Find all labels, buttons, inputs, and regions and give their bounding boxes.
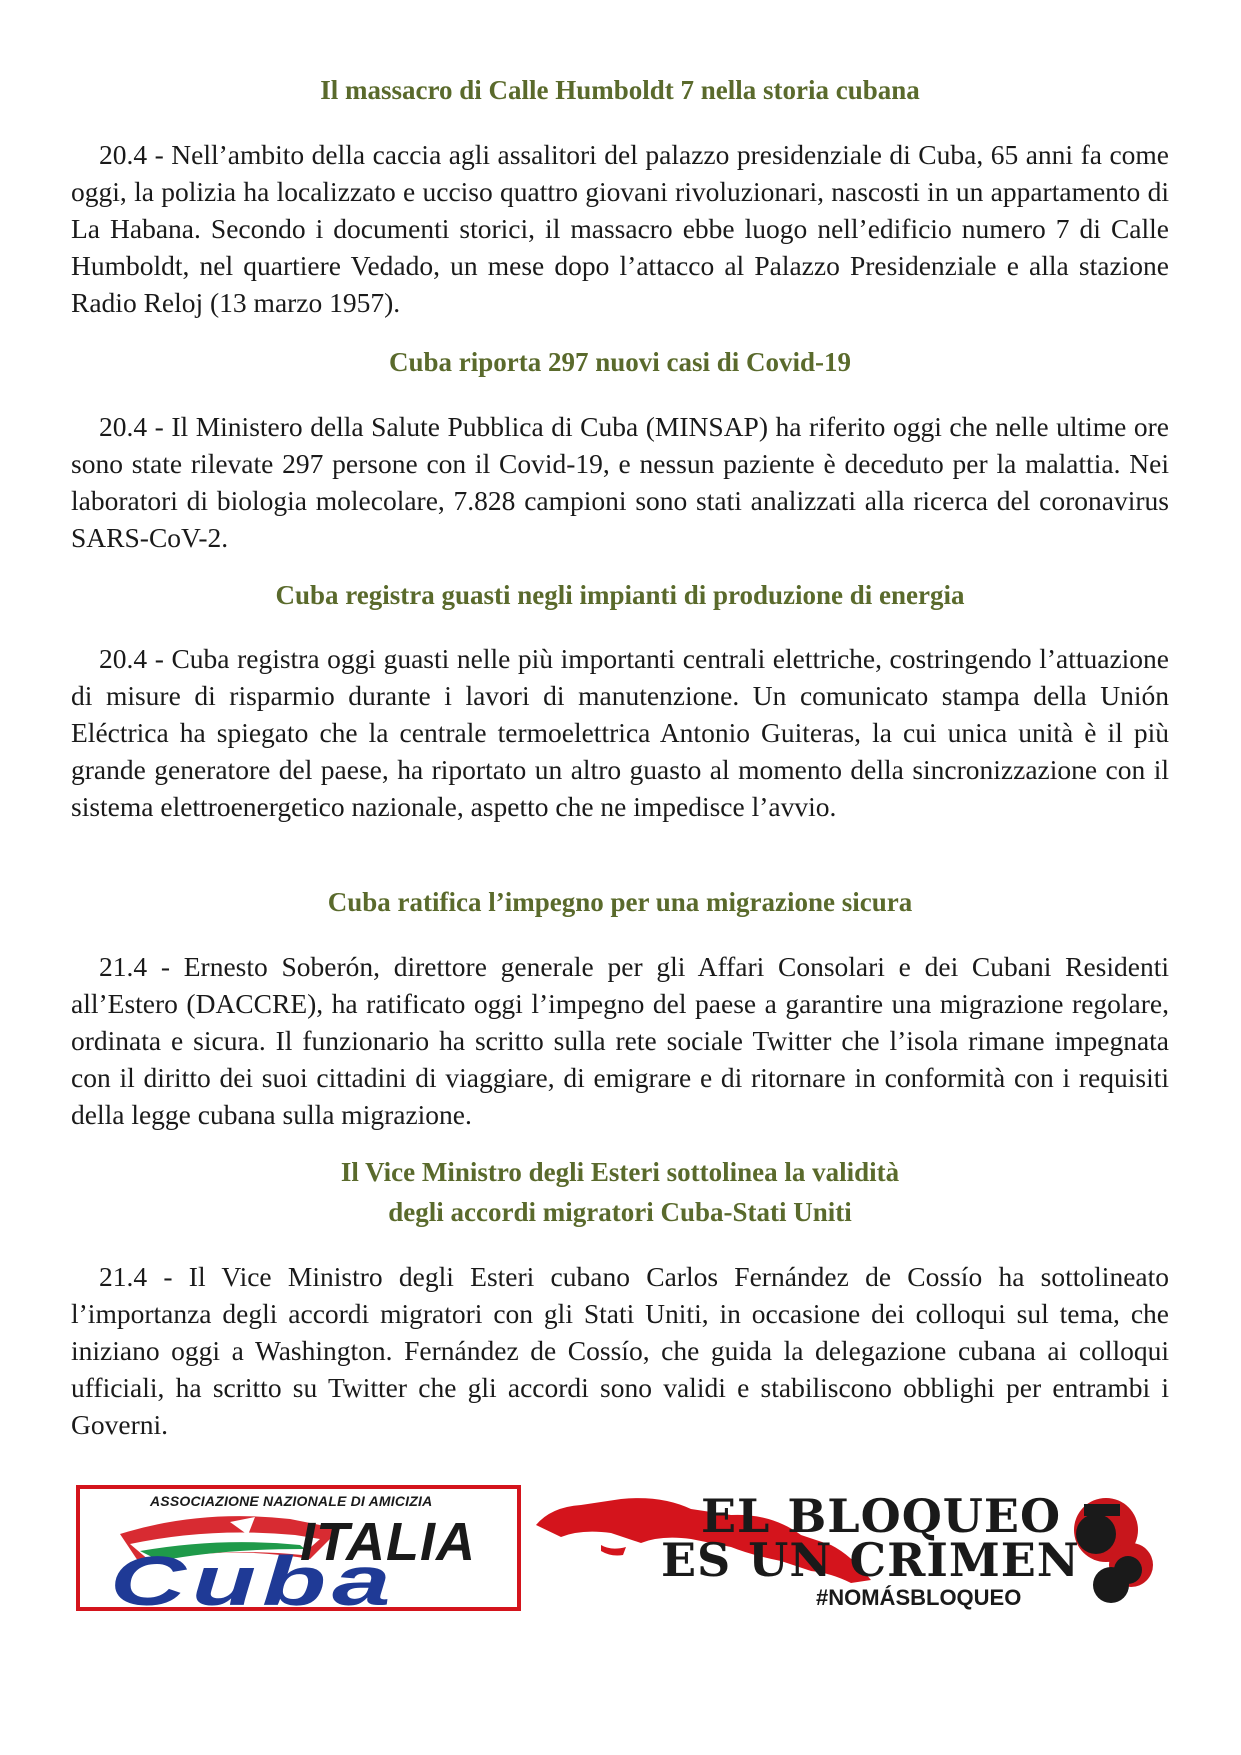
article-body-accordi: 21.4 - Il Vice Ministro degli Esteri cubano Carlos Fernández de Cossío ha sottolineato l’importanza degli accordi migratori con gli Stati Uniti, in occasione dei colloqui sul tema, che iniziano oggi a Washington. Fernández de Cossío, che guida la delegazione cubana ai colloqui ufficiali, ha scritto su Twitter che gli accordi sono validi e stabiliscono obblighi per entrambi i Governi. [71,1261,1169,1440]
footer-banner [76,1485,1171,1620]
article-title-accordi [70,1152,1170,1232]
hashtag: #NOMÁSBLOQUEO [816,1585,1022,1610]
article-body-humboldt: 20.4 - Nell’ambito della caccia agli assalitori del palazzo presidenziale di Cuba, 65 anni fa come oggi, la polizia ha localizzato e ucciso quattro giovani rivoluzionari, nascosti in un appartamento di La Habana. Secondo i documenti storici, il massacro ebbe luogo nell’edificio numero 7 di Calle Humboldt, nel quartiere Vedado, un mese dopo l’attacco al Palazzo Presidenziale e alla stazione Radio Reloj (13 marzo 1957). [71,139,1169,318]
slogan-line1: EL BLOQUEO [701,1489,1062,1543]
italia-label: ITALIA [300,1512,476,1572]
article-title-humboldt: Il massacro di Calle Humboldt 7 nella storia cubana [320,75,920,105]
article-body-energia: 20.4 - Cuba registra oggi guasti nelle più importanti centrali elettriche, costringendo l’attuazione di misure di risparmio durante i lavori di manutenzione. Un comunicato stampa della Unión Eléctrica ha spiegato che la centrale termoelettrica Antonio Guiteras, la cui unica unità è il più grande generatore del paese, ha riportato un altro guasto al momento della sincronizzazione con il sistema elettroenergetico nazionale, aspetto che ne impedisce l’avvio. [71,643,1169,822]
italia-cuba-logo [76,1485,521,1620]
association-label: ASSOCIAZIONE NAZIONALE DI AMICIZIA [150,1493,433,1509]
article-body-covid: 20.4 - Il Ministero della Salute Pubblica di Cuba (MINSAP) ha riferito oggi che nelle ultime ore sono state rilevate 297 persone con il Covid-19, e nessun paziente è deceduto per la malattia. Nei laboratori di biologia molecolare, 7.828 campioni sono stati analizzati alla ricerca del coronavirus SARS-CoV-2. [71,411,1169,553]
article-title-energia: Cuba registra guasti negli impianti di produzione di energia [275,580,965,610]
article-title-accordi-line1: Il Vice Ministro degli Esteri sottolinea la validità [340,1157,900,1187]
slogan-line2: ES UN CRIMEN [661,1533,1080,1587]
bloqueo-logo [531,1485,1171,1615]
article-title-accordi-line2: degli accordi migratori Cuba-Stati Uniti [388,1197,852,1227]
cuba-label: Cuba [110,1542,397,1620]
article-title-covid: Cuba riporta 297 nuovi casi di Covid-19 [388,347,852,377]
article-body-migrazione: 21.4 - Ernesto Soberón, direttore generale per gli Affari Consolari e dei Cubani Residenti all’Estero (DACCRE), ha ratificato oggi l’impegno del paese a garantire una migrazione regolare, ordinata e sicura. Il funzionario ha scritto sulla rete sociale Twitter che l’isola rimane impegnata con il diritto dei suoi cittadini di viaggiare, di emigrare e di ritornare in conformità con i requisiti della legge cubana sulla migrazione. [71,951,1169,1130]
article-title-migrazione: Cuba ratifica l’impegno per una migrazione sicura [327,887,913,917]
